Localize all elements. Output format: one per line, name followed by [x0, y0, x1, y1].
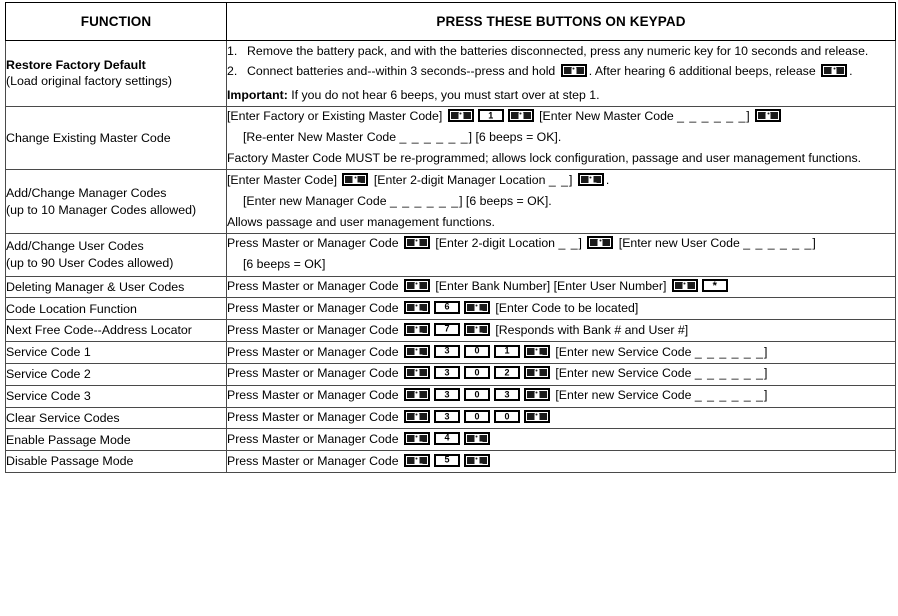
- function-title: Clear Service Codes: [6, 410, 120, 425]
- keypad-key-icon: [587, 236, 613, 249]
- function-title: Disable Passage Mode: [6, 454, 134, 469]
- keypad-key-icon: [561, 64, 587, 77]
- keypad-steps-cell: [227, 106, 896, 169]
- function-cell: [6, 320, 227, 342]
- step-text: ]: [578, 236, 586, 251]
- key-shape-icon: [766, 111, 771, 120]
- function-cell: [6, 407, 227, 429]
- keypad-digit-key-1: [494, 345, 520, 358]
- keypad-digit-key-label: 2: [504, 367, 510, 378]
- step-text: [Enter Bank Number] [Enter User Number]: [431, 279, 670, 294]
- keypad-digit-key-3: [434, 410, 460, 423]
- keypad-step-line: [227, 320, 895, 341]
- header-row: [6, 3, 896, 41]
- step-text: [6 beeps = OK]: [243, 257, 326, 272]
- function-title: Add/Change User Codes: [6, 239, 144, 254]
- keypad-digit-key-label: 0: [504, 411, 510, 422]
- table-row: [6, 342, 896, 364]
- keypad-step-line: [227, 451, 895, 472]
- keypad-key-icon: [578, 173, 604, 186]
- keypad-step-line: [227, 191, 895, 212]
- keypad-key-icon: [404, 345, 430, 358]
- key-shape-icon: [518, 111, 523, 120]
- key-shape-icon: [414, 347, 419, 356]
- keypad-digit-key-label: 5: [444, 454, 450, 465]
- keypad-digit-key-label: 3: [504, 389, 510, 400]
- keypad-step-line: [227, 234, 895, 255]
- function-title: Code Location Function: [6, 301, 137, 316]
- keypad-digit-key-label: 4: [444, 432, 450, 443]
- table-row: [6, 407, 896, 429]
- code-blank-placeholder: _ _ _ _ _ _: [694, 388, 764, 403]
- keypad-digit-key-3: [434, 345, 460, 358]
- step-text: Press Master or Manager Code: [227, 344, 402, 359]
- keypad-digit-key-0: [464, 388, 490, 401]
- step-text: .: [849, 64, 853, 79]
- keypad-key-icon: [448, 109, 474, 122]
- key-shape-icon: [534, 412, 539, 421]
- step-text: [Re-enter New Master Code: [243, 130, 400, 145]
- function-title: Next Free Code--Address Locator: [6, 323, 192, 338]
- table-row: [6, 170, 896, 233]
- keypad-step-line: [227, 255, 895, 276]
- keypad-step-line: [227, 212, 895, 233]
- keypad-steps-cell: [227, 451, 896, 473]
- step-text: Allows passage and user management functions.: [227, 214, 495, 229]
- key-shape-icon: [414, 368, 419, 377]
- keypad-digit-key-label: 3: [444, 345, 450, 356]
- keypad-key-icon: [524, 345, 550, 358]
- keypad-step-line: [227, 128, 895, 149]
- step-text: [Enter new Manager Code: [243, 193, 390, 208]
- column-header-function: [6, 3, 227, 41]
- keypad-star-key-label: *: [712, 279, 717, 292]
- code-blank-placeholder: _ _ _ _ _ _: [399, 130, 469, 145]
- code-blank-placeholder: _ _ _ _ _ _: [694, 344, 764, 359]
- keypad-key-icon: [404, 454, 430, 467]
- keypad-digit-key-4: [434, 432, 460, 445]
- keypad-key-icon: [342, 173, 368, 186]
- step-text: [Enter new User Code: [615, 236, 744, 251]
- step-text: . After hearing 6 additional beeps, release: [588, 64, 820, 79]
- function-cell: [6, 385, 227, 407]
- table-row: [6, 106, 896, 169]
- keypad-digit-key-label: 3: [444, 367, 450, 378]
- keypad-digit-key-3: [494, 388, 520, 401]
- function-cell: [6, 451, 227, 473]
- keypad-digit-key-3: [434, 366, 460, 379]
- function-title: Service Code 3: [6, 388, 91, 403]
- keypad-key-icon: [464, 454, 490, 467]
- keypad-steps-cell: [227, 320, 896, 342]
- keypad-digit-key-label: 7: [444, 323, 450, 334]
- keypad-digit-key-label: 1: [504, 345, 510, 356]
- table-row: [6, 429, 896, 451]
- function-cell: [6, 41, 227, 107]
- step-text: Press Master or Manager Code: [227, 300, 402, 315]
- keypad-digit-key-label: 1: [488, 110, 494, 121]
- table-body: [6, 41, 896, 473]
- keypad-step-line: [227, 429, 895, 450]
- step-text: Press Master or Manager Code: [227, 236, 402, 251]
- step-text: ]: [763, 344, 768, 359]
- step-text: ]: [746, 109, 754, 124]
- keypad-key-icon: [404, 410, 430, 423]
- keypad-digit-key-label: 0: [474, 389, 480, 400]
- keypad-steps-cell: [227, 363, 896, 385]
- step-text: Press Master or Manager Code: [227, 322, 402, 337]
- code-blank-placeholder: _ _ _ _ _ _: [389, 193, 460, 208]
- step-text: Press Master or Manager Code: [227, 366, 402, 381]
- keypad-key-icon: [404, 279, 430, 292]
- function-title: Enable Passage Mode: [6, 432, 131, 447]
- step-text: Press Master or Manager Code: [227, 279, 402, 294]
- step-text: Press Master or Manager Code: [227, 431, 402, 446]
- keypad-steps-cell: [227, 41, 896, 107]
- key-shape-icon: [474, 325, 479, 334]
- keypad-step-line: [227, 364, 895, 385]
- keypad-digit-key-label: 6: [444, 301, 450, 312]
- keypad-key-icon: [524, 388, 550, 401]
- keypad-step-line: [227, 298, 895, 319]
- step-text: ]: [812, 236, 816, 251]
- keypad-digit-key-6: [434, 301, 460, 314]
- keypad-steps-cell: [227, 298, 896, 320]
- keypad-key-icon: [524, 366, 550, 379]
- keypad-step-line: [227, 342, 895, 363]
- keypad-step-line: [227, 83, 895, 106]
- key-shape-icon: [414, 238, 419, 247]
- keypad-digit-key-5: [434, 454, 460, 467]
- keypad-digit-key-label: 0: [474, 345, 480, 356]
- keypad-key-icon: [464, 323, 490, 336]
- step-text: [Enter New Master Code: [535, 109, 678, 124]
- code-blank-placeholder: _ _: [548, 172, 569, 187]
- keypad-step-line: [227, 62, 895, 83]
- table-row: [6, 41, 896, 107]
- function-cell: [6, 233, 227, 276]
- keypad-digit-key-0: [464, 366, 490, 379]
- function-title: Change Existing Master Code: [6, 131, 171, 146]
- step-text: If you do not hear 6 beeps, you must start over at step 1.: [287, 87, 600, 102]
- keypad-key-icon: [464, 432, 490, 445]
- keypad-digit-key-7: [434, 323, 460, 336]
- keypad-step-line: [227, 386, 895, 407]
- step-text: ] [6 beeps = OK].: [459, 193, 552, 208]
- step-text: ]: [763, 366, 768, 381]
- key-shape-icon: [474, 434, 479, 443]
- table-row: [6, 233, 896, 276]
- function-cell: [6, 298, 227, 320]
- keypad-digit-key-label: 0: [474, 411, 480, 422]
- keypad-key-icon: [404, 432, 430, 445]
- keypad-star-key-icon: [702, 279, 728, 292]
- step-text: Connect batteries and--within 3 seconds--press and hold: [247, 64, 559, 79]
- key-shape-icon: [598, 238, 603, 247]
- keypad-digit-key-label: 0: [474, 367, 480, 378]
- key-shape-icon: [414, 281, 419, 290]
- keypad-step-line: [227, 277, 895, 298]
- step-text: Press Master or Manager Code: [227, 388, 402, 403]
- function-title: Deleting Manager & User Codes: [6, 279, 185, 294]
- function-subtitle: (up to 10 Manager Codes allowed): [6, 202, 197, 217]
- key-shape-icon: [474, 303, 479, 312]
- keypad-steps-cell: [227, 429, 896, 451]
- key-shape-icon: [474, 456, 479, 465]
- keypad-step-line: [227, 149, 895, 170]
- keypad-step-line: [227, 41, 895, 62]
- keypad-key-icon: [404, 366, 430, 379]
- keypad-key-icon: [404, 301, 430, 314]
- step-text: [Enter Master Code]: [227, 172, 341, 187]
- key-shape-icon: [534, 368, 539, 377]
- column-header-keys: [227, 3, 896, 41]
- step-text: [Enter 2-digit Location: [431, 236, 559, 251]
- table-row: [6, 451, 896, 473]
- keypad-digit-key-label: 3: [444, 411, 450, 422]
- keypad-steps-cell: [227, 233, 896, 276]
- key-shape-icon: [571, 66, 576, 75]
- step-text: [Responds with Bank # and User #]: [491, 322, 689, 337]
- keypad-key-icon: [404, 236, 430, 249]
- keypad-digit-key-3: [434, 388, 460, 401]
- keypad-programming-table: [5, 2, 896, 473]
- function-cell: [6, 170, 227, 233]
- key-shape-icon: [353, 175, 358, 184]
- table-header: [6, 3, 896, 41]
- keypad-digit-key-0: [464, 410, 490, 423]
- key-shape-icon: [414, 303, 419, 312]
- key-shape-icon: [832, 66, 837, 75]
- keypad-step-line: [227, 170, 895, 191]
- keypad-digit-key-0: [464, 345, 490, 358]
- step-text: ]: [763, 388, 768, 403]
- keypad-digit-key-1: [478, 109, 504, 122]
- function-cell: [6, 342, 227, 364]
- keypad-step-line: [227, 408, 895, 429]
- keypad-key-icon: [508, 109, 534, 122]
- key-shape-icon: [588, 175, 593, 184]
- function-cell: [6, 106, 227, 169]
- function-cell: [6, 429, 227, 451]
- column-header-keys-label: PRESS THESE BUTTONS ON KEYPAD: [436, 14, 686, 29]
- key-shape-icon: [414, 456, 419, 465]
- key-shape-icon: [414, 390, 419, 399]
- function-title: Add/Change Manager Codes: [6, 186, 167, 201]
- step-text: [Enter new Service Code: [551, 388, 695, 403]
- step-number: 1.: [227, 43, 238, 58]
- function-subtitle: (Load original factory settings): [6, 74, 172, 89]
- key-shape-icon: [682, 281, 687, 290]
- step-text: ]: [568, 172, 576, 187]
- important-label: Important:: [227, 87, 288, 102]
- step-text: .: [605, 172, 610, 187]
- keypad-key-icon: [672, 279, 698, 292]
- function-title: Service Code 1: [6, 345, 91, 360]
- keypad-step-line: [227, 107, 895, 128]
- keypad-steps-cell: [227, 385, 896, 407]
- function-subtitle: (up to 90 User Codes allowed): [6, 255, 174, 270]
- step-text: Remove the battery pack, and with the batteries disconnected, press any numeric key for 10 seconds and release.: [247, 43, 869, 58]
- table-row: [6, 298, 896, 320]
- code-blank-placeholder: _ _ _ _ _ _: [743, 236, 813, 251]
- step-text: [Enter new Service Code: [551, 366, 695, 381]
- step-number: 2.: [227, 64, 238, 79]
- keypad-digit-key-2: [494, 366, 520, 379]
- key-shape-icon: [414, 434, 419, 443]
- function-title: Restore Factory Default: [6, 58, 146, 73]
- key-shape-icon: [534, 347, 539, 356]
- key-shape-icon: [414, 325, 419, 334]
- keypad-key-icon: [404, 388, 430, 401]
- keypad-key-icon: [821, 64, 847, 77]
- keypad-key-icon: [755, 109, 781, 122]
- keypad-key-icon: [464, 301, 490, 314]
- table-row: [6, 320, 896, 342]
- step-text: [Enter Factory or Existing Master Code]: [227, 109, 446, 124]
- table-row: [6, 276, 896, 298]
- keypad-steps-cell: [227, 407, 896, 429]
- keypad-digit-key-0: [494, 410, 520, 423]
- table-row: [6, 385, 896, 407]
- keypad-key-icon: [524, 410, 550, 423]
- code-blank-placeholder: _ _ _ _ _ _: [694, 366, 764, 381]
- table-row: [6, 363, 896, 385]
- step-text: Press Master or Manager Code: [227, 410, 402, 425]
- function-cell: [6, 276, 227, 298]
- column-header-function-label: FUNCTION: [80, 14, 152, 29]
- step-text: [Enter Code to be located]: [491, 300, 639, 315]
- key-shape-icon: [414, 412, 419, 421]
- step-text: ] [6 beeps = OK].: [468, 130, 562, 145]
- keypad-key-icon: [404, 323, 430, 336]
- function-title: Service Code 2: [6, 367, 91, 382]
- function-cell: [6, 363, 227, 385]
- step-text: [Enter new Service Code: [551, 344, 695, 359]
- keypad-steps-cell: [227, 342, 896, 364]
- keypad-steps-cell: [227, 170, 896, 233]
- step-text: Press Master or Manager Code: [227, 453, 402, 468]
- key-shape-icon: [534, 390, 539, 399]
- keypad-steps-cell: [227, 276, 896, 298]
- code-blank-placeholder: _ _: [558, 236, 579, 251]
- step-text: [Enter 2-digit Manager Location: [370, 172, 549, 187]
- key-shape-icon: [458, 111, 463, 120]
- code-blank-placeholder: _ _ _ _ _ _: [677, 109, 747, 124]
- step-text: Factory Master Code MUST be re-programmed; allows lock configuration, passage and user management functions.: [227, 151, 862, 166]
- keypad-digit-key-label: 3: [444, 389, 450, 400]
